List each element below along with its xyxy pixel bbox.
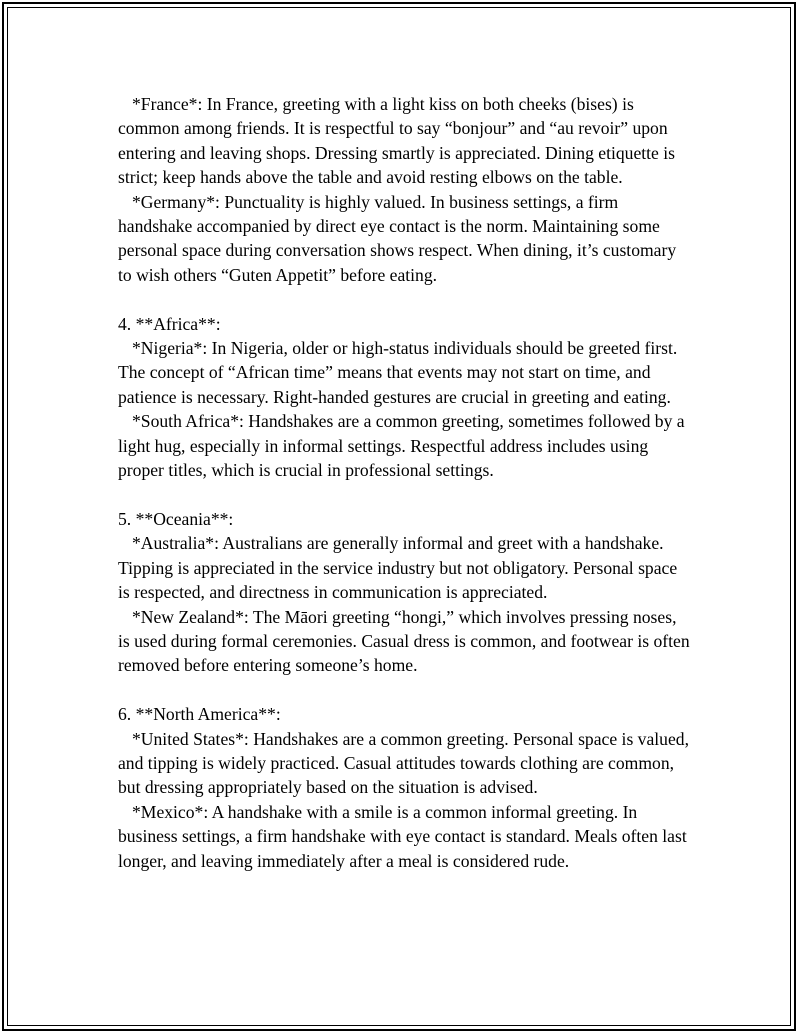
paragraph-france: *France*: In France, greeting with a light kiss on both cheeks (bises) is common among friends. It is respectful to say “bonjour” and “au revoir” upon entering and leaving shops. Dressing smartly is appreciated. Dining etiquette is strict; keep hands above the table and avoid resting elbows on the table.: [118, 94, 676, 188]
paragraph-mexico: *Mexico*: A handshake with a smile is a common informal greeting. In business settings, a firm handshake with eye contact is standard. Meals often last longer, and leaving immediately after a meal is considered rude.: [118, 801, 687, 871]
heading-africa: 4. **Africa**:: [118, 313, 221, 334]
paragraph-south-africa: *South Africa*: Handshakes are a common greeting, sometimes followed by a light hug, especially in informal settings. Respectful address includes using proper titles, which is crucial in professional settings.: [118, 411, 685, 481]
document-body: [118, 92, 692, 873]
paragraph-spacer: [118, 678, 692, 702]
paragraph-spacer: [118, 287, 692, 311]
heading-oceania: 5. **Oceania**:: [118, 508, 234, 529]
paragraph-nigeria: *Nigeria*: In Nigeria, older or high-status individuals should be greeted first. The concept of “African time” means that events may not start on time, and patience is necessary. Right-handed gestures are crucial in greeting and eating.: [118, 338, 678, 407]
paragraph-united-states: *United States*: Handshakes are a common greeting. Personal space is valued, and tipping is widely practiced. Casual attitudes towards clothing are common, but dressing appropriately based on the situation is advised.: [118, 728, 689, 798]
paragraph-spacer: [118, 482, 692, 506]
paragraph-new-zealand: *New Zealand*: The Māori greeting “hongi,” which involves pressing noses, is used during formal ceremonies. Casual dress is common, and footwear is often removed before entering someone’s home.: [118, 606, 690, 676]
heading-north-america: 6. **North America**:: [118, 704, 281, 725]
paragraph-germany: *Germany*: Punctuality is highly valued. In business settings, a firm handshake accompanied by direct eye contact is the norm. Maintaining some personal space during conversation shows respect. When dining, it’s customary to wish others “Guten Appetit” before eating.: [118, 191, 677, 285]
paragraph-australia: *Australia*: Australians are generally informal and greet with a handshake. Tipping is appreciated in the service industry but not obligatory. Personal space is respected, and directness in communication is appreciated.: [118, 533, 678, 603]
